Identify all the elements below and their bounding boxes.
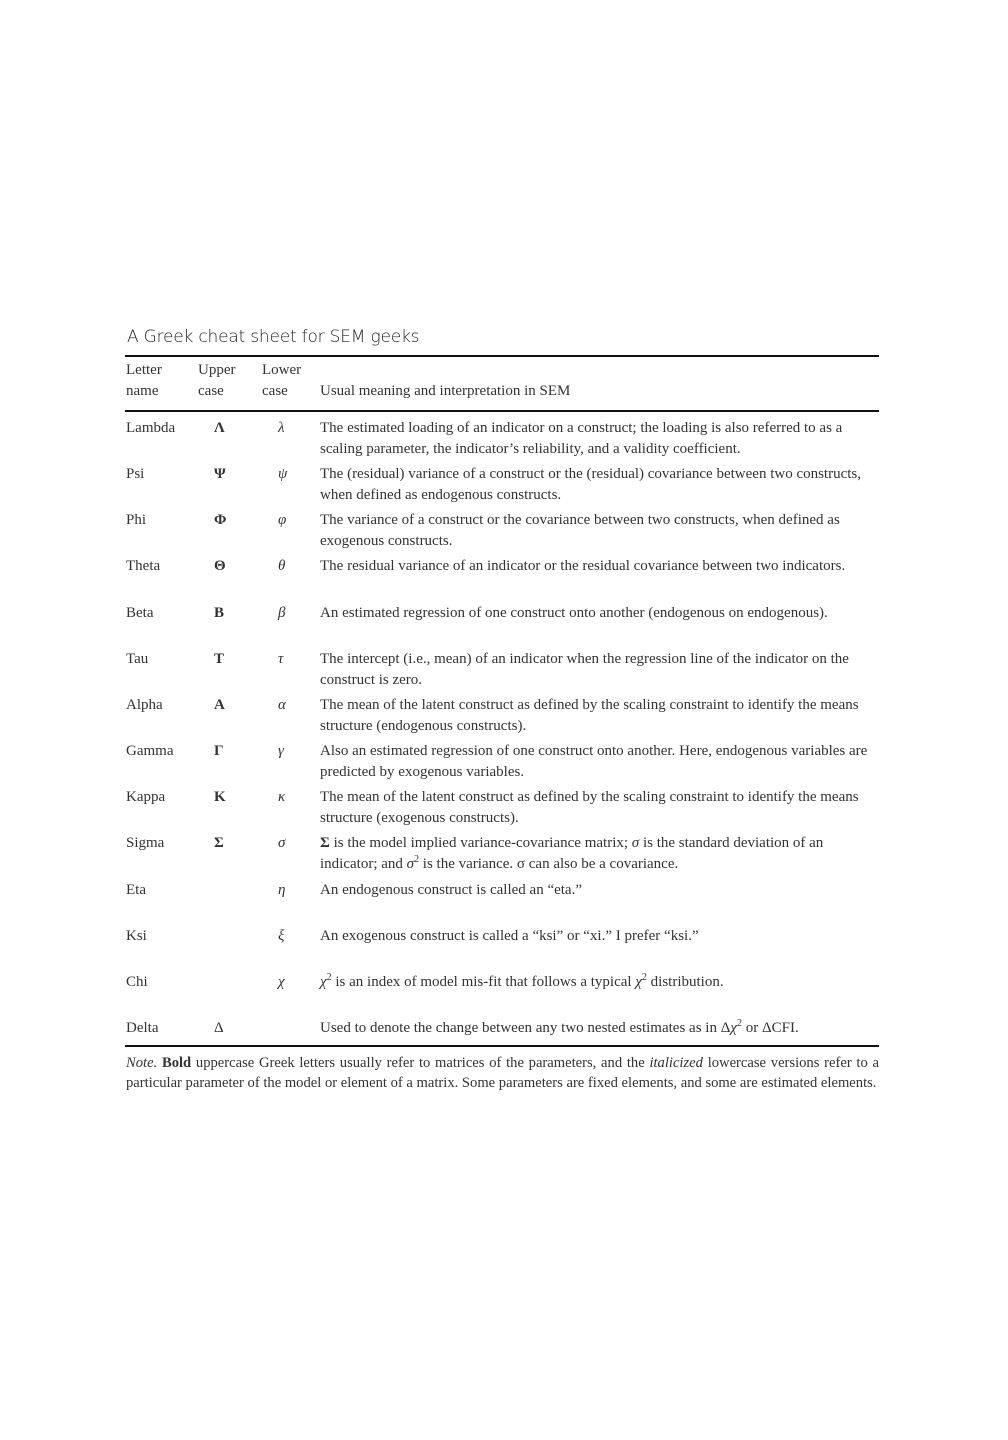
meaning-text <box>320 833 880 875</box>
uppercase-letter: Γ <box>214 743 224 760</box>
letter-name: Gamma <box>126 743 174 760</box>
meaning-text <box>320 649 880 691</box>
letter-name: Theta <box>126 558 161 575</box>
letter-name: Phi <box>126 512 147 529</box>
lowercase-letter: χ <box>278 973 285 990</box>
text-segment: 2 <box>326 971 332 983</box>
meaning-text <box>320 695 880 737</box>
text-segment: is the model implied variance-covariance matrix; <box>329 835 632 852</box>
uppercase-letter: Κ <box>214 789 226 806</box>
text-segment: is an index of model mis-fit that follows a typical <box>331 973 636 990</box>
header-line: Lower <box>262 362 302 378</box>
text-segment: An endogenous construct is called an “eta.” <box>320 881 582 898</box>
header-line: Letter <box>126 362 162 378</box>
text-segment: Used to denote the change between any two nested estimates as in Δ <box>320 1019 731 1036</box>
lowercase-letter: β <box>278 604 286 621</box>
bottom-rule <box>125 1045 879 1047</box>
header-line: case <box>198 383 224 399</box>
text-segment: The residual variance of an indicator or the residual covariance between two indicators. <box>320 558 846 575</box>
text-segment: lowercase versions refer to a particular parameter of the model or element of a matrix. Some parameters are fixed elements, and some are estimated elements. <box>126 1055 879 1091</box>
uppercase-letter: Φ <box>214 512 227 529</box>
text-segment: or ΔCFI. <box>741 1019 799 1036</box>
uppercase-letter: Λ <box>214 420 225 436</box>
letter-name: Psi <box>126 466 145 483</box>
header-meaning: Usual meaning and interpretation in SEM <box>320 383 571 399</box>
lowercase-letter: κ <box>278 789 286 806</box>
text-segment: σ <box>631 835 640 852</box>
letter-name: Chi <box>126 973 148 990</box>
letter-name: Beta <box>126 604 154 621</box>
text-segment: 2 <box>414 854 420 866</box>
text-segment: 2 <box>736 1017 742 1029</box>
meaning-text <box>320 464 880 506</box>
meaning-text <box>320 418 880 460</box>
text-segment: is the standard deviation of an indicator; and <box>320 835 824 873</box>
text-segment: The variance of a construct or the covariance between two constructs, when defined as exogenous constructs. <box>320 512 840 550</box>
letter-name: Eta <box>126 881 146 898</box>
letter-name: Lambda <box>126 420 176 436</box>
letter-name: Sigma <box>126 835 165 852</box>
letter-name: Ksi <box>126 927 147 944</box>
table-note <box>126 1054 879 1093</box>
text-segment: An estimated regression of one construct onto another (endogenous on endogenous). <box>320 604 828 621</box>
lowercase-letter: θ <box>278 558 286 575</box>
header-rule <box>125 410 879 412</box>
lowercase-letter: η <box>278 881 286 898</box>
header-line: name <box>126 383 159 399</box>
header-lower-case <box>262 360 301 402</box>
text-segment: χ <box>635 973 642 990</box>
lowercase-letter: σ <box>278 835 286 852</box>
lowercase-letter: λ <box>278 420 285 436</box>
meaning-text <box>320 926 880 947</box>
text-segment: χ <box>730 1019 737 1036</box>
text-segment: Note. <box>126 1055 158 1071</box>
meaning-text <box>320 603 880 624</box>
letter-name: Kappa <box>126 789 166 806</box>
text-segment: Also an estimated regression of one construct onto another. Here, endogenous variables are predicted by exogenous variables. <box>320 743 868 781</box>
text-segment: is the variance. σ can also be a covariance. <box>419 856 679 873</box>
text-segment: χ <box>320 973 327 990</box>
header-letter-name <box>126 360 162 402</box>
header-upper-case <box>198 360 236 402</box>
text-segment: The (residual) variance of a construct or the (residual) covariance between two constructs, when defined as endogenous constructs. <box>320 466 862 504</box>
meaning-text <box>320 880 880 901</box>
uppercase-letter: Ψ <box>214 466 226 483</box>
uppercase-letter: Δ <box>214 1019 224 1036</box>
lowercase-letter: ψ <box>278 466 288 483</box>
uppercase-letter: Θ <box>214 558 226 575</box>
text-segment: The intercept (i.e., mean) of an indicator when the regression line of the indicator on the construct is zero. <box>320 650 849 688</box>
text-segment: σ <box>406 856 415 873</box>
letter-name: Tau <box>126 650 149 667</box>
text-segment: The mean of the latent construct as defined by the scaling constraint to identify the means structure (exogenous constructs). <box>320 789 859 827</box>
top-rule <box>125 355 879 357</box>
letter-name: Delta <box>126 1019 159 1036</box>
uppercase-letter: Β <box>214 604 225 621</box>
text-segment: 2 <box>641 971 647 983</box>
text-segment: Bold <box>161 1055 192 1071</box>
text-segment: The estimated loading of an indicator on a construct; the loading is also referred to as a scaling parameter, the indicator’s reliability, and a validity coefficient. <box>320 420 843 457</box>
uppercase-letter: Σ <box>214 835 224 852</box>
lowercase-letter: ξ <box>278 927 285 944</box>
text-segment: italicized <box>649 1055 703 1071</box>
text-segment: The mean of the latent construct as defined by the scaling constraint to identify the means structure (endogenous constructs). <box>320 696 859 734</box>
meaning-text <box>320 510 880 552</box>
letter-name: Alpha <box>126 696 163 713</box>
meaning-text <box>320 787 880 829</box>
text-segment: An exogenous construct is called a “ksi” or “xi.” I prefer “ksi.” <box>320 927 699 944</box>
meaning-text <box>320 741 880 783</box>
meaning-text <box>320 972 880 993</box>
meaning-text <box>320 556 880 577</box>
table-title: A Greek cheat sheet for SEM geeks <box>127 327 420 347</box>
header-line: case <box>262 383 288 399</box>
lowercase-letter: α <box>278 696 286 713</box>
lowercase-letter: τ <box>278 650 284 667</box>
uppercase-letter: Τ <box>214 650 225 667</box>
text-segment: distribution. <box>646 973 724 990</box>
lowercase-letter: φ <box>278 512 287 529</box>
header-line: Upper <box>198 362 236 378</box>
meaning-text <box>320 1018 880 1039</box>
text-segment: Σ <box>320 835 330 852</box>
text-segment: uppercase Greek letters usually refer to matrices of the parameters, and the <box>191 1055 650 1071</box>
lowercase-letter: γ <box>278 743 284 760</box>
uppercase-letter: Α <box>214 696 225 713</box>
